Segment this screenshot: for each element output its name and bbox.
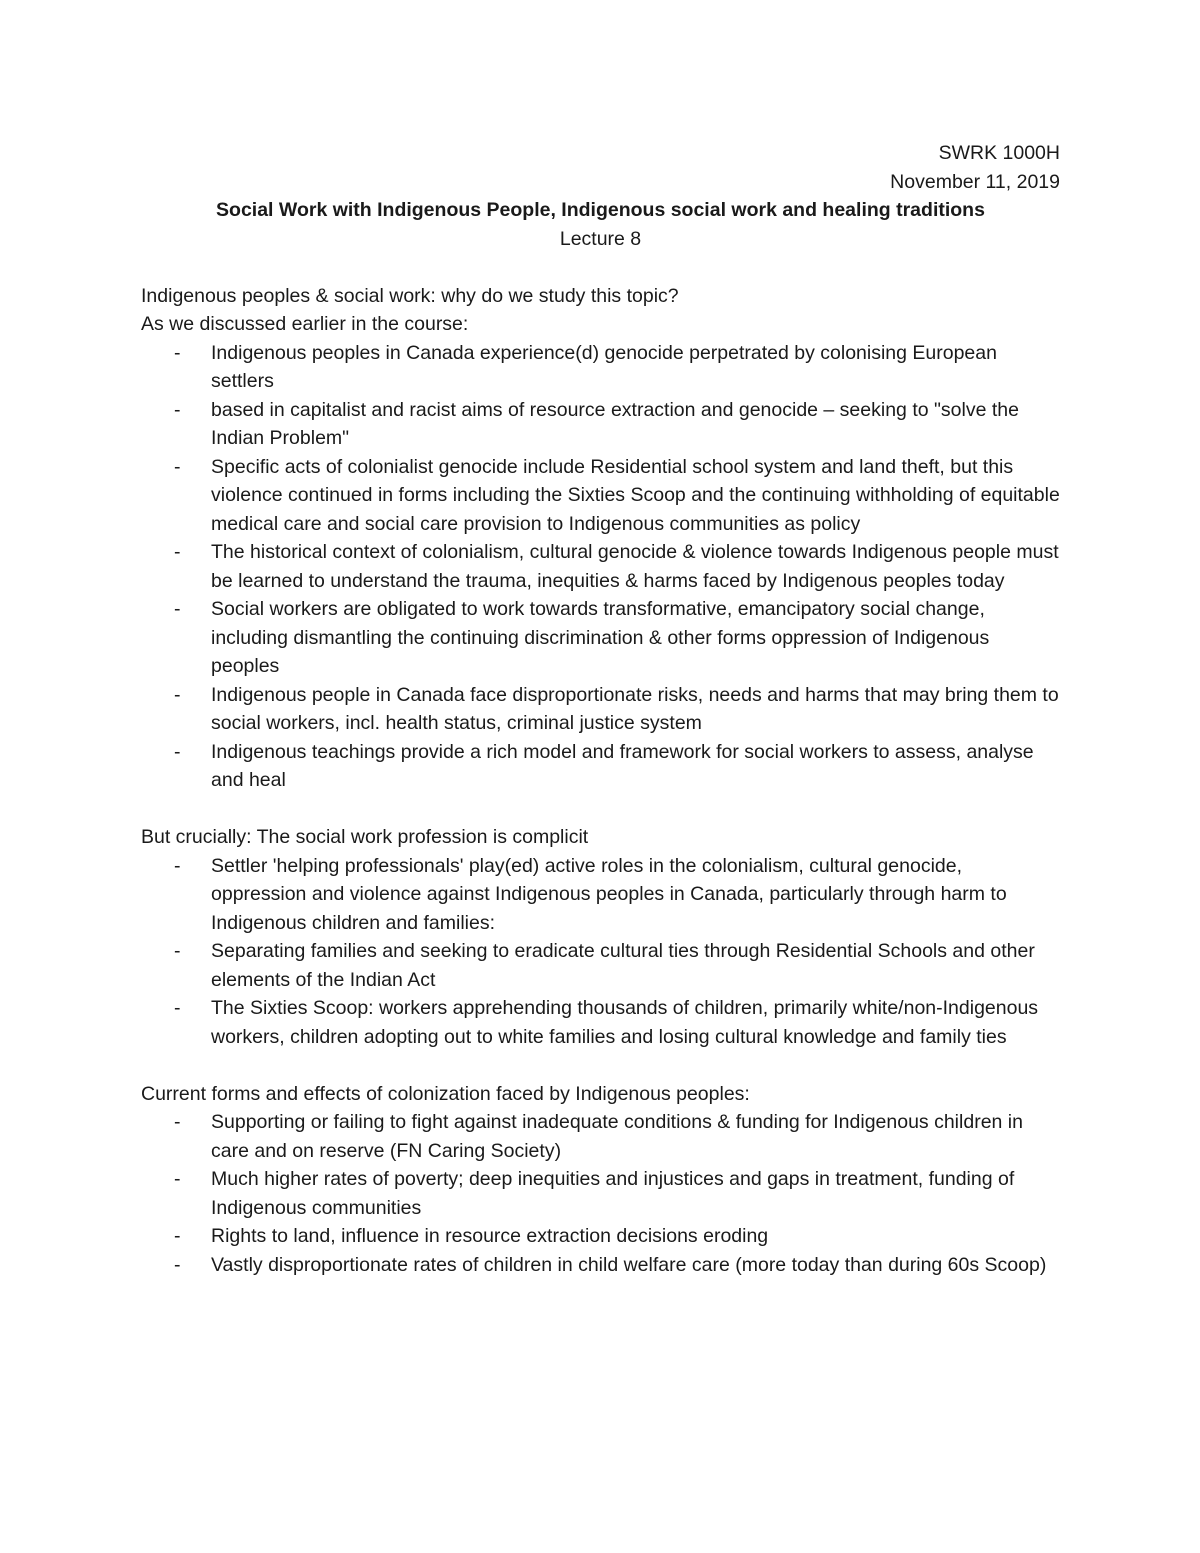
- section-complicit: [141, 823, 1060, 1051]
- section-intro-line: But crucially: The social work profession is complicit: [141, 826, 589, 848]
- bullet-list: [141, 1108, 1060, 1279]
- list-item-text: Separating families and seeking to eradicate cultural ties through Residential Schools and other elements of the Indian Act: [211, 940, 1035, 991]
- spacer: [141, 795, 1060, 824]
- list-item-text: based in capitalist and racist aims of resource extraction and genocide – seeking to "solve the Indian Problem": [211, 398, 1019, 449]
- list-item-text: Much higher rates of poverty; deep inequities and injustices and gaps in treatment, funding of Indigenous communities: [211, 1168, 1015, 1219]
- lecture-number: Lecture 8: [559, 227, 642, 250]
- dash-bullet: -: [174, 740, 181, 763]
- list-item-text: Settler 'helping professionals' play(ed) active roles in the colonialism, cultural genocide, oppression and violence against Indigenous peoples in Canada, particularly through harm to Indigenous children and families:: [211, 854, 1007, 934]
- dash-bullet: -: [174, 341, 181, 364]
- dash-bullet: -: [174, 1253, 181, 1276]
- list-item-text: Indigenous people in Canada face disproportionate risks, needs and harms that may bring them to social workers, incl. health status, criminal justice system: [211, 683, 1059, 734]
- list-item-text: Indigenous teachings provide a rich model and framework for social workers to assess, analyse and heal: [211, 740, 1034, 791]
- list-item-text: Supporting or failing to fight against inadequate conditions & funding for Indigenous children in care and on reserve (FN Caring Society): [211, 1111, 1023, 1162]
- bullet-list: [141, 339, 1060, 795]
- list-item: [141, 1108, 1060, 1165]
- section-intro-line: As we discussed earlier in the course:: [141, 313, 469, 335]
- dash-bullet: -: [174, 598, 181, 620]
- spacer: [141, 253, 1060, 282]
- bullet-list: [141, 852, 1060, 1052]
- section-intro-line: Indigenous peoples & social work: why do we study this topic?: [141, 284, 679, 307]
- list-item: [141, 994, 1060, 1051]
- section-current-forms: [141, 1080, 1060, 1280]
- list-item: [141, 681, 1060, 738]
- dash-bullet: -: [174, 1225, 181, 1247]
- list-item: [141, 339, 1060, 396]
- dash-bullet: -: [174, 997, 181, 1019]
- list-item: [141, 852, 1060, 938]
- list-item: [141, 1251, 1060, 1280]
- list-item: [141, 1222, 1060, 1251]
- list-item-text: The Sixties Scoop: workers apprehending thousands of children, primarily white/non-Indigenous workers, children adopting out to white families and losing cultural knowledge and family ties: [211, 997, 1039, 1048]
- document-title: Social Work with Indigenous People, Indigenous social work and healing traditions: [216, 199, 985, 221]
- list-item: [141, 738, 1060, 795]
- dash-bullet: -: [174, 1111, 181, 1133]
- list-item: [141, 937, 1060, 994]
- section-why-study: [141, 282, 1060, 795]
- list-item-text: The historical context of colonialism, cultural genocide & violence towards Indigenous people must be learned to understand the trauma, inequities & harms faced by Indigenous peoples today: [211, 541, 1059, 592]
- dash-bullet: -: [174, 398, 181, 421]
- list-item-text: Indigenous peoples in Canada experience(d) genocide perpetrated by colonising European settlers: [211, 341, 997, 392]
- list-item: [141, 396, 1060, 453]
- dash-bullet: -: [174, 1168, 181, 1190]
- list-item: [141, 538, 1060, 595]
- lecture-date: November 11, 2019: [890, 170, 1060, 193]
- spacer: [141, 1051, 1060, 1080]
- dash-bullet: -: [174, 683, 181, 706]
- list-item: [141, 453, 1060, 539]
- section-intro-line: Current forms and effects of colonization faced by Indigenous peoples:: [141, 1082, 750, 1105]
- list-item-text: Vastly disproportionate rates of children in child welfare care (more today than during 60s Scoop): [211, 1253, 1047, 1276]
- list-item-text: Social workers are obligated to work towards transformative, emancipatory social change, including dismantling the continuing discrimination & other forms oppression of Indigenous peoples: [211, 598, 990, 677]
- course-code: SWRK 1000H: [938, 142, 1060, 164]
- dash-bullet: -: [174, 854, 181, 877]
- list-item: [141, 1165, 1060, 1222]
- list-item: [141, 595, 1060, 681]
- list-item-text: Specific acts of colonialist genocide include Residential school system and land theft, but this violence continued in forms including the Sixties Scoop and the continuing withholding of equitable medical care and social care provision to Indigenous communities as policy: [211, 455, 1060, 535]
- dash-bullet: -: [174, 940, 181, 962]
- dash-bullet: -: [174, 541, 181, 563]
- list-item-text: Rights to land, influence in resource extraction decisions eroding: [211, 1225, 769, 1247]
- dash-bullet: -: [174, 455, 181, 478]
